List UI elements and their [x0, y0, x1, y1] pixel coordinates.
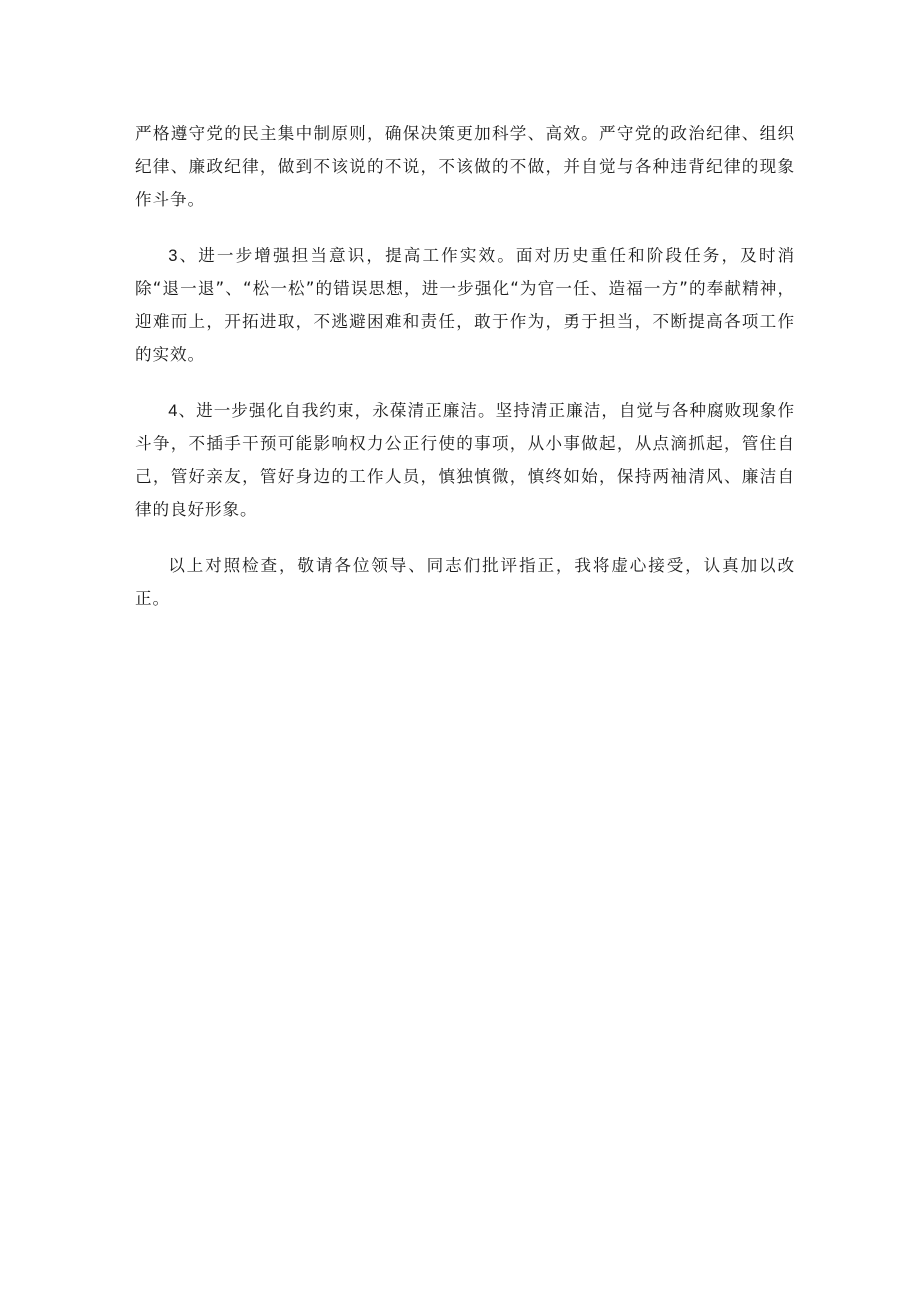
paragraph-text: 、进一步增强担当意识，提高工作实效。面对历史重任和阶段任务，及时消除“退一退”、“松一松”的错误思想，进一步强化“为官一任、造福一方”的奉献精神，迎难而上，开拓进取，不逃避困难和责任，敢于作为，勇于担当，不断提高各项工作的实效。: [135, 246, 795, 364]
paragraph-continuation: [135, 117, 795, 216]
paragraph-text: 以上对照检查，敬请各位领导、同志们批评指正，我将虚心接受，认真加以改正。: [135, 556, 795, 608]
paragraph-text: 、进一步强化自我约束，永葆清正廉洁。坚持清正廉洁，自觉与各种腐败现象作斗争，不插手干预可能影响权力公正行使的事项，从小事做起，从点滴抓起，管住自己，管好亲友，管好身边的工作人员，慎独慎微，慎终如始，保持两袖清风、廉洁自律的良好形象。: [135, 401, 795, 519]
item-number: 3: [168, 246, 179, 265]
paragraph-item-3: [135, 239, 795, 371]
paragraph-text: 严格遵守党的民主集中制原则，确保决策更加科学、高效。严守党的政治纪律、组织纪律、廉政纪律，做到不该说的不说，不该做的不做，并自觉与各种违背纪律的现象作斗争。: [135, 124, 795, 209]
paragraph-item-4: [135, 394, 795, 526]
paragraph-closing: [135, 549, 795, 615]
item-number: 4: [168, 401, 179, 420]
document-body: [135, 117, 795, 638]
